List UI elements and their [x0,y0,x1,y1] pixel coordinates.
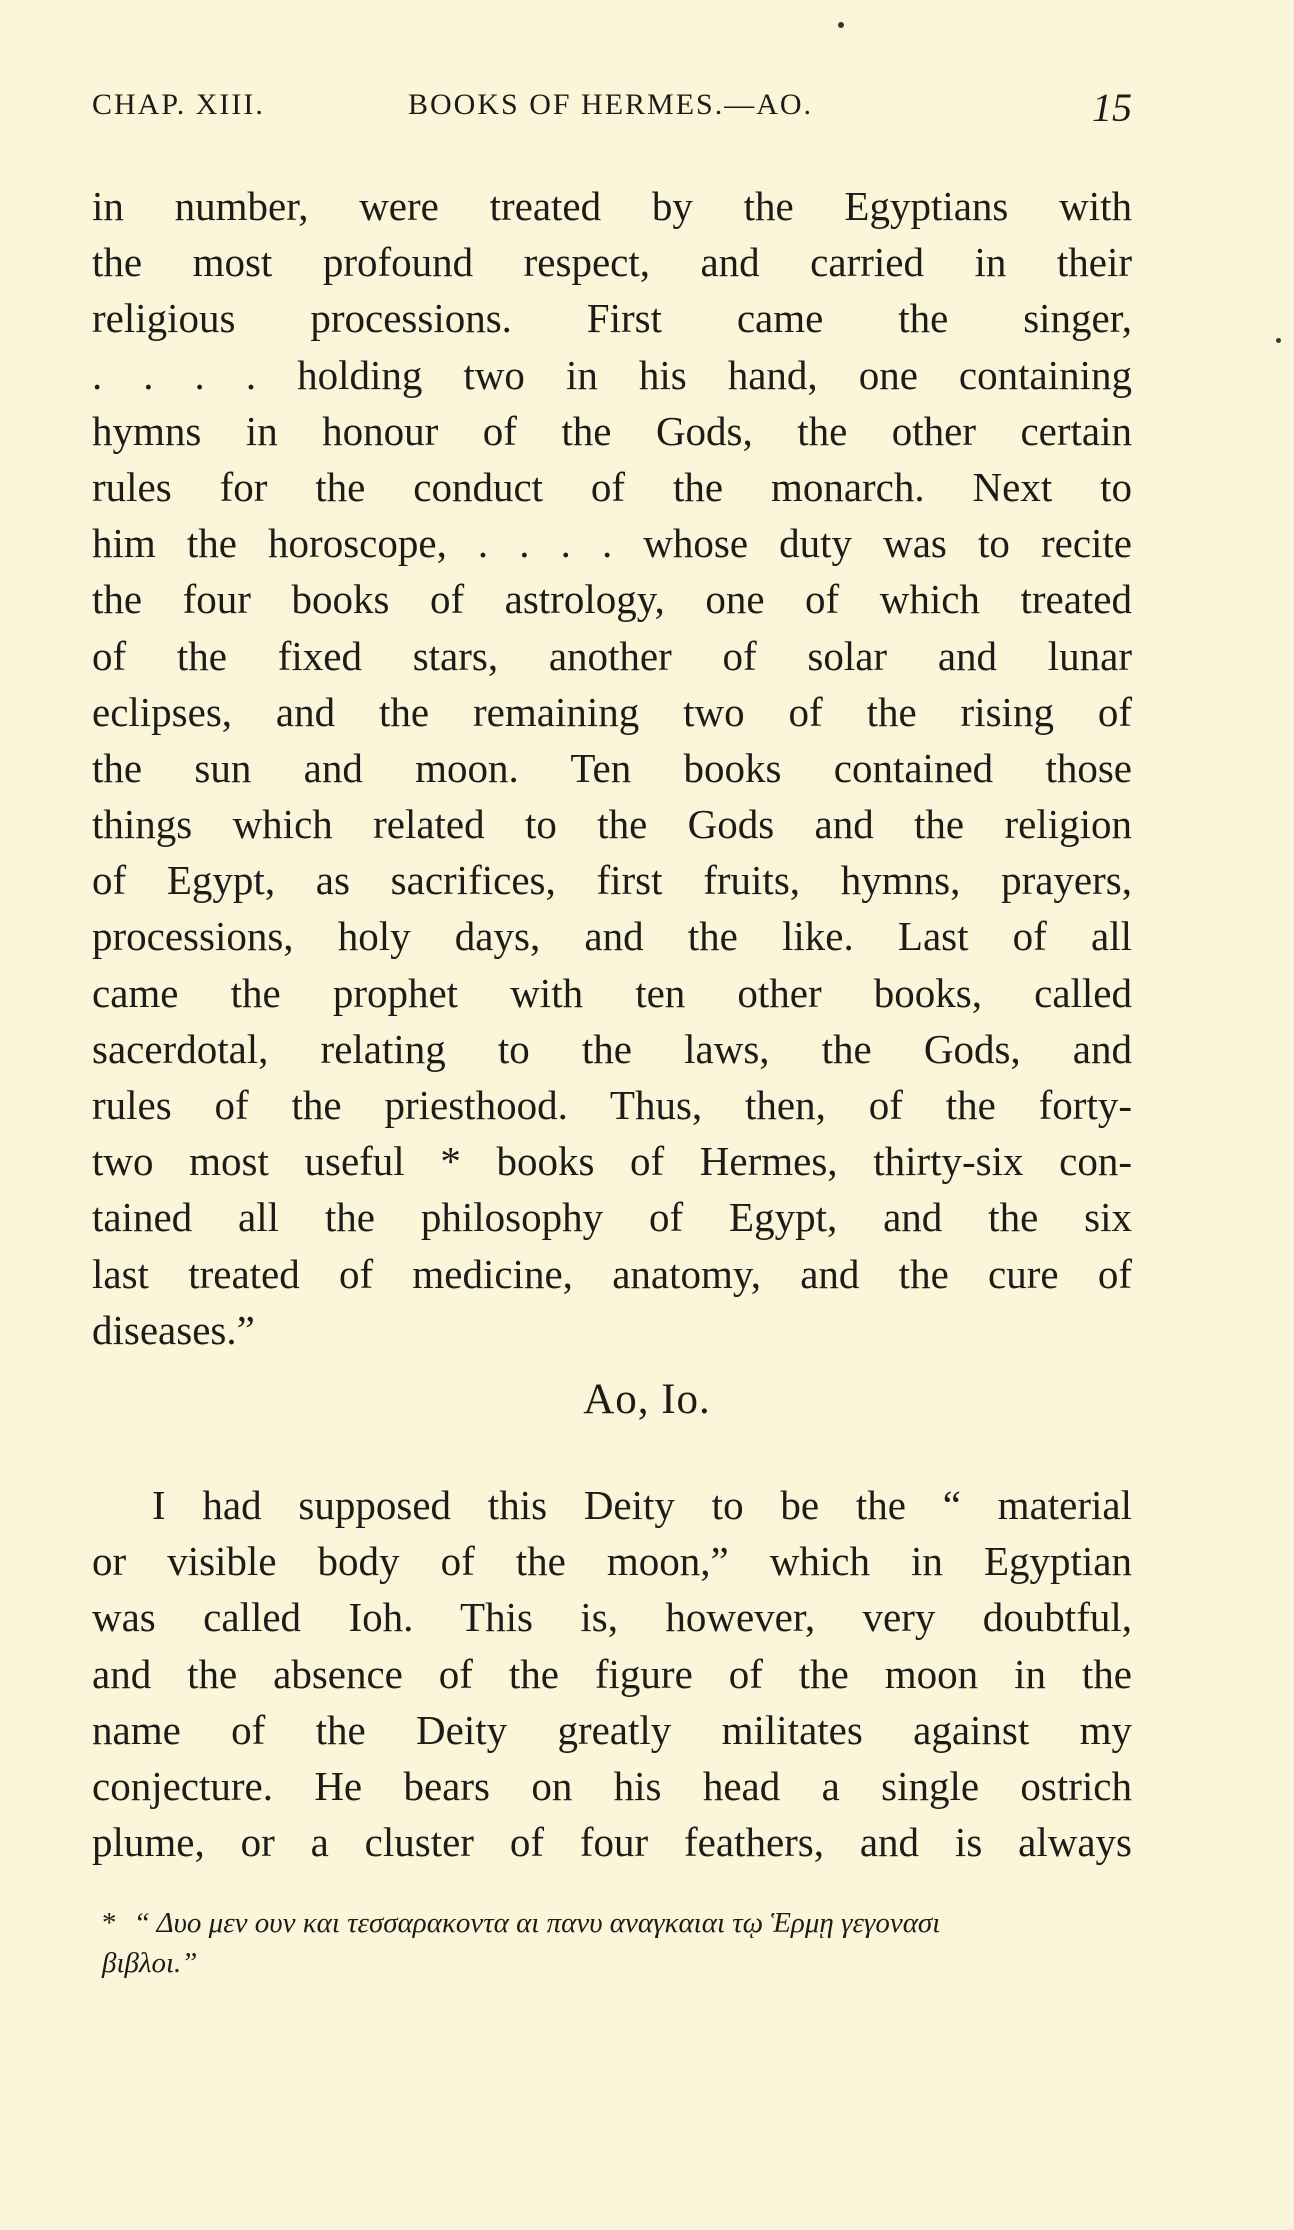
footnote-line-continued: βιβλοι.” [102,1947,198,1979]
text-line: the four books of astrology, one of which treated [92,576,1132,623]
text-line: hymns in honour of the Gods, the other certain [92,407,1132,454]
section-heading: Ao, Io. [583,1376,711,1423]
footnote-greek-text: “ Δυο μεν ουν και τεσσαρακοντα αι πανυ αναγκαιαι τῳ Ἑρμῃ γεγονασι [133,1907,941,1939]
text-line: I had supposed this Deity to be the “ material [152,1482,1132,1528]
text-line: conjecture. He bears on his head a single ostrich [92,1762,1132,1809]
text-line: sacerdotal, relating to the laws, the Gods, and [92,1025,1132,1072]
text-line: in number, were treated by the Egyptians with [92,183,1132,229]
text-line: religious processions. First came the singer, [92,295,1132,342]
footnote-marker: * [102,1907,117,1939]
footnote-line [102,1903,1142,1943]
running-title: BOOKS OF HERMES.—AO. [408,88,814,121]
page-number: 15 [1092,85,1132,130]
text-line: was called Ioh. This is, however, very doubtful, [92,1594,1132,1641]
text-line: two most useful * books of Hermes, thirty-six con- [92,1138,1132,1185]
text-line: him the horoscope, . . . . whose duty was to recite [92,520,1132,567]
text-line: things which related to the Gods and the religion [92,801,1132,848]
text-line: or visible body of the moon,” which in Egyptian [92,1538,1132,1585]
ink-speck [1276,338,1281,343]
chapter-label: CHAP. XIII. [92,88,265,121]
text-line: . . . . holding two in his hand, one containing [92,351,1132,398]
text-line: the sun and moon. Ten books contained those [92,744,1132,791]
text-line: of the fixed stars, another of solar and lunar [92,632,1132,679]
text-line: rules of the priesthood. Thus, then, of the forty- [92,1082,1132,1128]
ink-speck [838,22,844,28]
text-line: last treated of medicine, anatomy, and the cure of [92,1250,1132,1297]
paragraph-ao-io [92,1477,1132,1870]
text-line: the most profound respect, and carried in their [92,239,1132,286]
text-line: eclipses, and the remaining two of the rising of [92,688,1132,735]
text-line: and the absence of the figure of the moon in the [92,1650,1132,1697]
text-line: of Egypt, as sacrifices, first fruits, hymns, prayers, [92,857,1132,904]
text-line: name of the Deity greatly militates against my [92,1706,1132,1753]
text-line: processions, holy days, and the like. Last of all [92,913,1132,960]
text-line: came the prophet with ten other books, called [92,969,1132,1016]
paragraph-books-of-hermes [92,178,1132,1358]
footnote [102,1903,1142,1983]
text-line: tained all the philosophy of Egypt, and the six [92,1194,1132,1241]
text-line: rules for the conduct of the monarch. Next to [92,463,1132,510]
running-header [92,85,1132,138]
text-line: diseases.” [92,1306,255,1353]
text-line: plume, or a cluster of four feathers, and is always [92,1819,1132,1866]
